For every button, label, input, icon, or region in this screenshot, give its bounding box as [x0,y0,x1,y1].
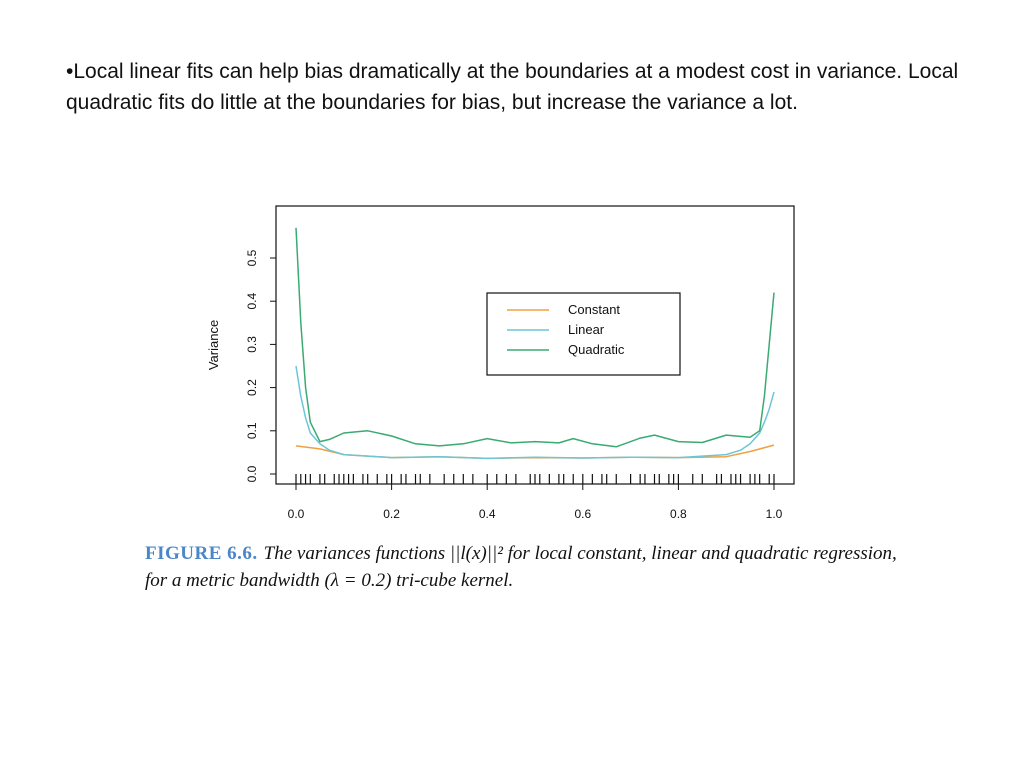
x-tick-label-3: 0.6 [574,507,592,521]
y-tick-label-3: 0.3 [245,336,259,353]
y-tick-label-0: 0.0 [245,465,259,483]
y-tick-label-4: 0.4 [245,292,259,310]
series-line-linear [296,366,774,458]
legend [487,293,680,375]
x-tick-label-0: 0.0 [287,507,305,521]
y-axis [245,249,276,482]
rug-ticks [296,474,774,484]
x-tick-label-4: 0.8 [670,507,687,521]
legend-label-constant: Constant [568,302,621,317]
x-tick-label-5: 1.0 [765,507,783,521]
y-tick-label-1: 0.1 [245,422,259,440]
figure-caption-text: The variances functions ||l(x)||² for local constant, linear and quadratic regression, for a metric bandwidth (λ = 0.2) tri-cube kernel. [145,543,897,591]
x-tick-label-1: 0.2 [383,507,400,521]
figure-caption-label: FIGURE 6.6. [145,543,258,564]
x-axis [288,484,783,521]
figure-caption [145,540,905,594]
y-axis-title: Variance [206,319,221,371]
legend-label-quadratic: Quadratic [568,342,625,357]
x-tick-label-2: 0.4 [478,507,496,521]
legend-label-linear: Linear [568,322,605,337]
slide-bullet-text: •Local linear fits can help bias dramatically at the boundaries at a modest cost in variance. Local quadratic fits do little at the boundaries for bias, but increase the variance a lot. [66,60,959,114]
y-tick-label-2: 0.2 [245,379,259,396]
y-tick-label-5: 0.5 [245,249,259,267]
